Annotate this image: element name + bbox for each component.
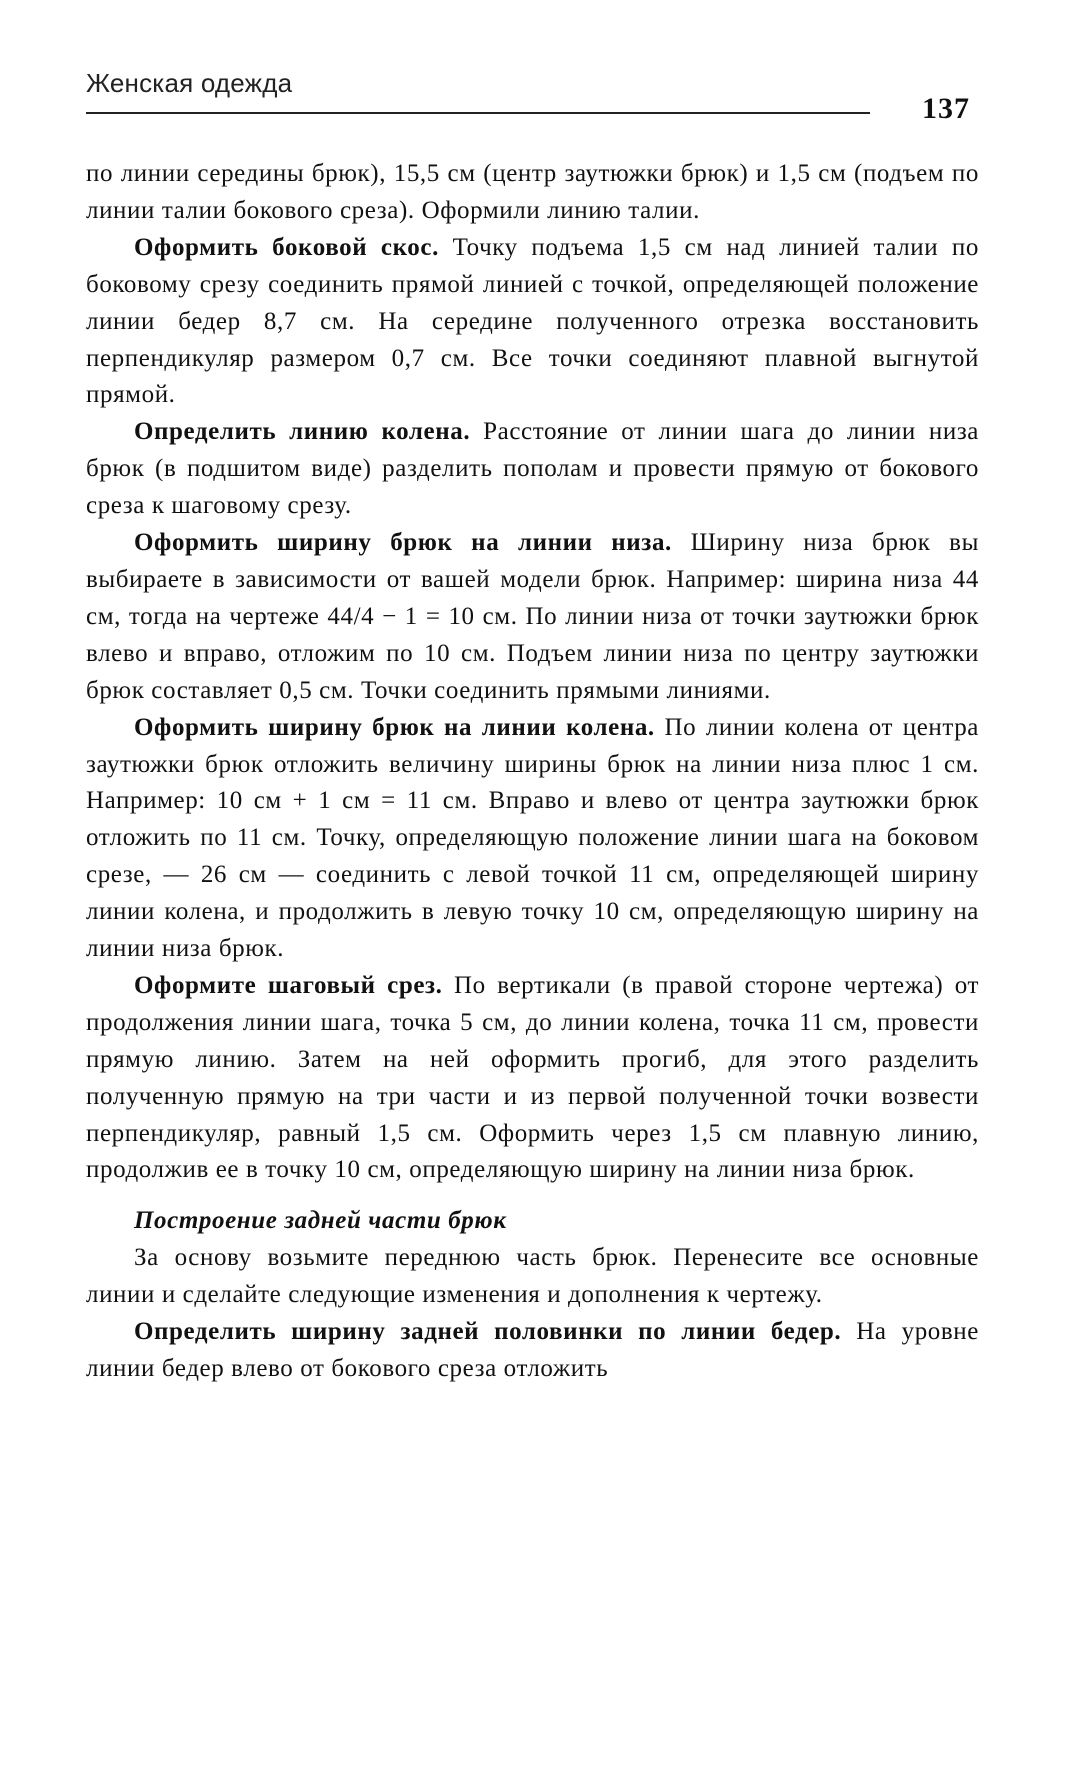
paragraph-lead: Оформите шаговый срез. <box>134 971 443 999</box>
paragraph <box>86 1314 979 1388</box>
paragraph-continuation <box>86 156 979 230</box>
paragraph-text: по линии середины брюк), 15,5 см (центр заутюжки брюк) и 1,5 см (подъем по линии талии бокового среза). Оформили линию талии. <box>86 160 979 224</box>
paragraph-lead: Определить линию колена. <box>134 418 471 446</box>
paragraph-lead: Оформить ширину брюк на линии низа. <box>134 529 672 557</box>
paragraph <box>86 414 979 525</box>
paragraph <box>86 968 979 1189</box>
paragraph <box>86 710 979 968</box>
paragraph-text: Точку подъема 1,5 см над линией талии по боковому срезу соединить прямой линией с точкой, определяющей положение линии бедер 8,7 см. На середине полученного отрезка восстановить перпендикуляр размером 0,7 см. Все точки соединяют плавной выгнутой прямой. <box>86 233 980 409</box>
section-subheading: Построение задней части брюк <box>134 1207 507 1235</box>
paragraph-text: Расстояние от линии шага до линии низа брюк (в подшитом виде) разделить пополам и провести прямую от бокового среза к шаговому срезу. <box>86 418 979 520</box>
paragraph-text: По линии колена от центра заутюжки брюк отложить величину ширины брюк на линии низа плюс 1 см. Например: 10 см + 1 см = 11 см. Вправо и влево от центра заутюжки брюк отложить по 11 см. Точку, определяющую положение линии шага на боковом срезе, — 26 см — соединить с левой точкой 11 см, определяющей ширину линии колена, и продолжить в левую точку 10 см, определяющую ширину на линии низа брюк. <box>86 713 979 963</box>
paragraph-text: За основу возьмите переднюю часть брюк. Перенесите все основные линии и сделайте следующие изменения и дополнения к чертежу. <box>86 1244 979 1309</box>
header-rule <box>86 112 870 114</box>
running-title: Женская одежда <box>86 68 293 98</box>
paragraph-text: На уровне линии бедер влево от бокового среза отложить <box>86 1318 979 1382</box>
paragraph-lead: Оформить боковой скос. <box>134 233 439 261</box>
paragraph <box>86 1240 979 1314</box>
paragraph-lead: Определить ширину задней половинки по линии бедер. <box>134 1318 842 1346</box>
page-number: 137 <box>922 92 970 125</box>
paragraph <box>86 230 979 415</box>
body-text <box>86 156 979 1388</box>
paragraph-text: По вертикали (в правой стороне чертежа) от продолжения линии шага, точка 5 см, до линии колена, точка 11 см, провести прямую линию. Затем на ней оформить прогиб, для этого разделить полученную прямую на три части и из первой полученной точки возвести перпендикуляр, равный 1,5 см. Оформить через 1,5 см плавную линию, продолжив ее в точку 10 см, определяющую ширину на линии низа брюк. <box>86 971 980 1184</box>
paragraph <box>86 525 979 710</box>
paragraph-text: Ширину низа брюк вы выбираете в зависимости от вашей модели брюк. Например: ширина низа 44 см, тогда на чертеже 44/4 − 1 = 10 см. По линии низа от точки заутюжки брюк влево и вправо, отложим по 10 см. Подъем линии низа по центру заутюжки брюк составляет 0,5 см. Точки соединить прямыми линиями. <box>86 529 979 704</box>
paragraph-lead: Оформить ширину брюк на линии колена. <box>134 713 655 741</box>
